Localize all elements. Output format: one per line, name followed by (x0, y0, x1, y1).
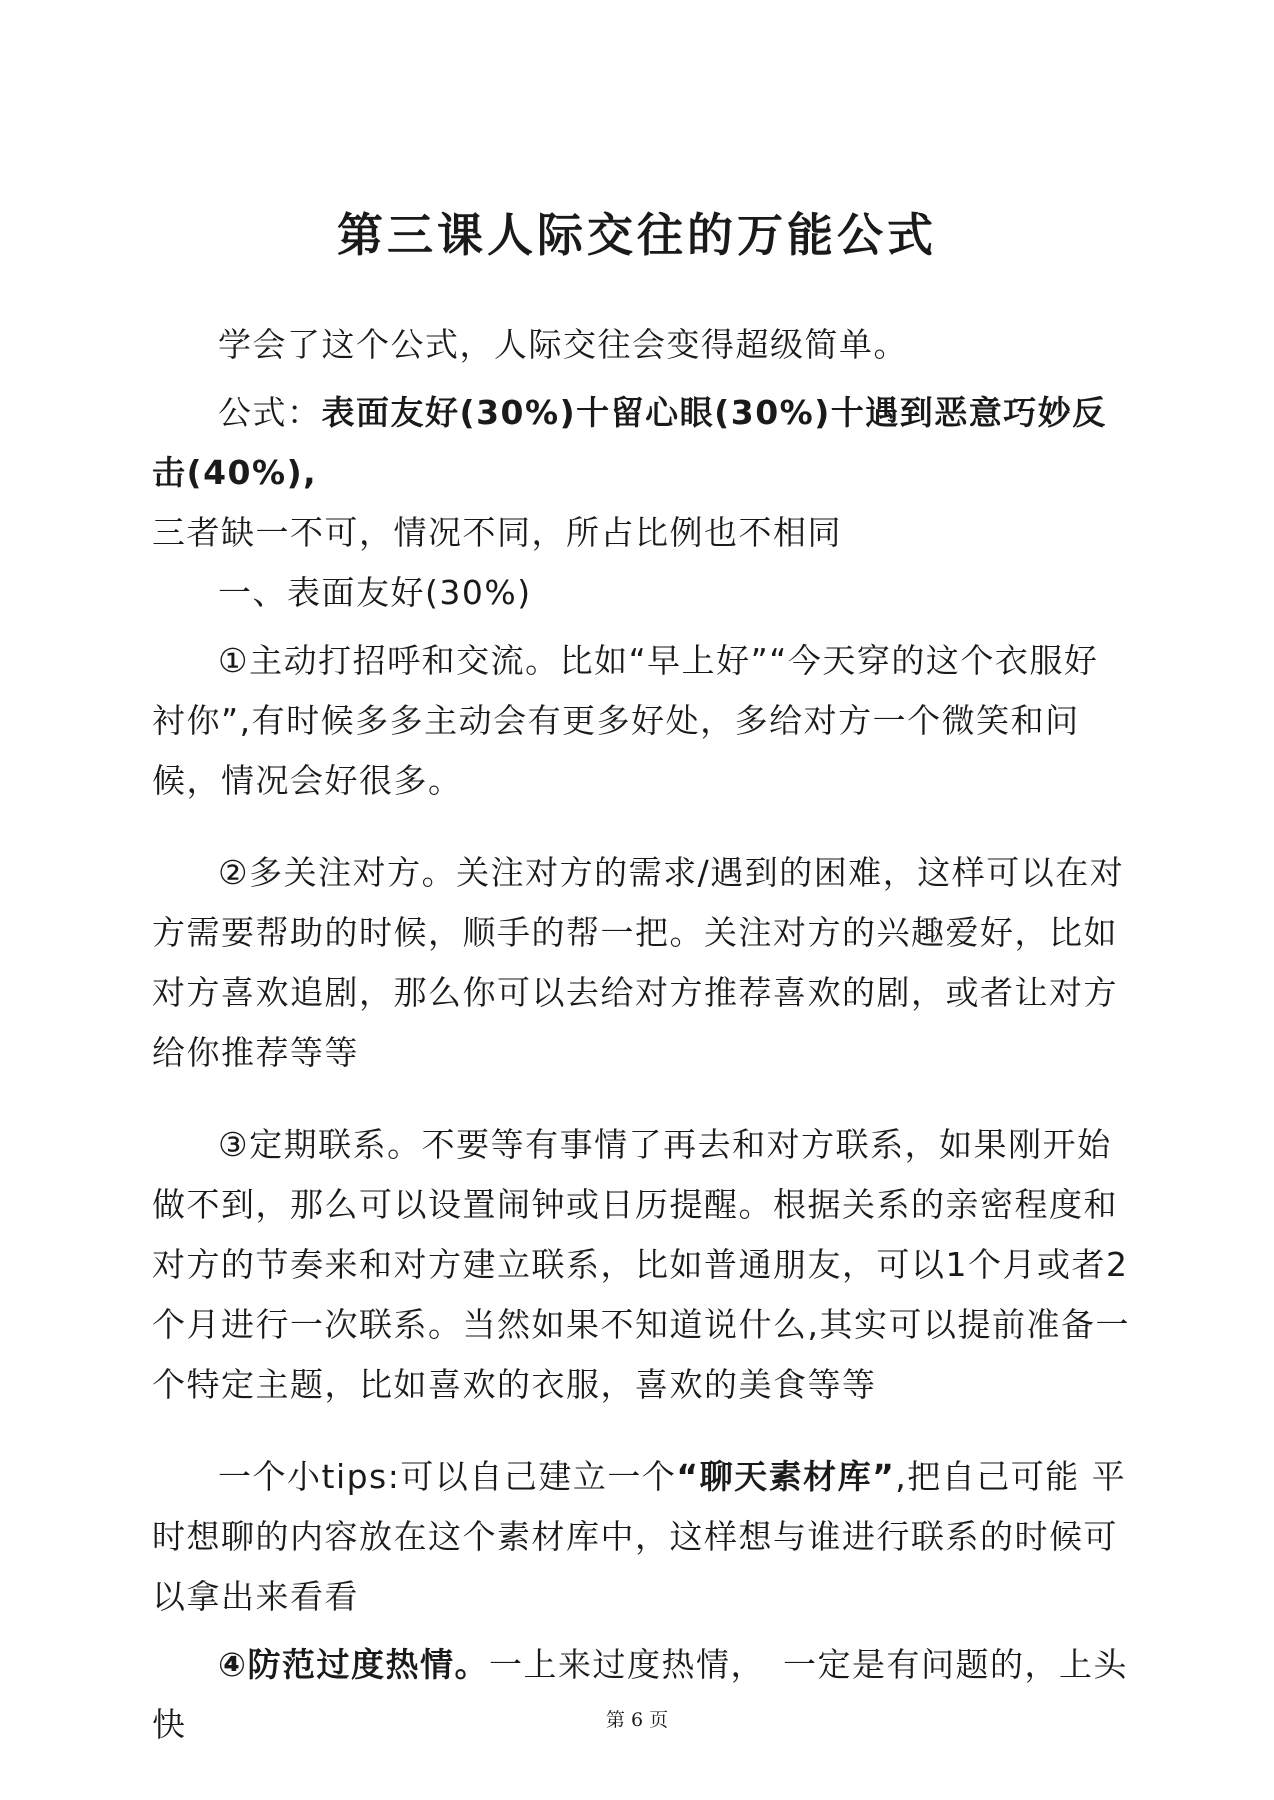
list-item-4 (152, 1635, 1132, 1755)
tip-highlight: “聊天素材库” (676, 1457, 896, 1496)
tip-rest: ,把自己可能 平时想聊的内容放在这个素材库中，这样想与谁进行联系的时候可以拿出来看看 (152, 1457, 1127, 1616)
page-title: 第三课人际交往的万能公式 (337, 208, 937, 262)
formula-text: 表面友好(30%)十留心眼(30%)十遇到恶意巧妙反击(40%), (152, 393, 1107, 492)
list-item-2: ②多关注对方。关注对方的需求/遇到的困难，这样可以在对方需要帮助的时候，顺手的帮一把。关注对方的兴趣爱好，比如对方喜欢追剧，那么你可以去给对方推荐喜欢的剧，或者让对方给你推荐等等 (152, 853, 1125, 1072)
item-4-text: 一上来过度热情， 一定是有问题的，上头快 (152, 1645, 1128, 1744)
formula-note: 三者缺一不可，情况不同，所占比例也不相同 (152, 513, 842, 552)
list-item-1: ①主动打招呼和交流。比如“早上好”“今天穿的这个衣服好衬你”,有时候多多主动会有更多好处，多给对方一个微笑和问候，情况会好很多。 (152, 641, 1099, 800)
section-heading: 一、表面友好(30%) (218, 573, 532, 612)
item-4-heading: ④防范过度热情。 (218, 1645, 489, 1684)
page-number: 第 6 页 (605, 1709, 669, 1731)
intro-paragraph: 学会了这个公式，人际交往会变得超级简单。 (218, 325, 908, 364)
tip-paragraph (152, 1447, 1132, 1627)
formula-prefix: 公式： (218, 393, 322, 432)
list-item-3: ③定期联系。不要等有事情了再去和对方联系，如果刚开始做不到，那么可以设置闹钟或日历提醒。根据关系的亲密程度和对方的节奏来和对方建立联系，比如普通朋友，可以1个月或者2个月进行一次联系。当然如果不知道说什么,其实可以提前准备一个特定主题，比如喜欢的衣服，喜欢的美食等等 (152, 1125, 1130, 1404)
tip-prefix: 一个小tips:可以自己建立一个 (218, 1457, 677, 1496)
formula-paragraph (152, 383, 1132, 563)
document-body (152, 315, 1132, 1755)
